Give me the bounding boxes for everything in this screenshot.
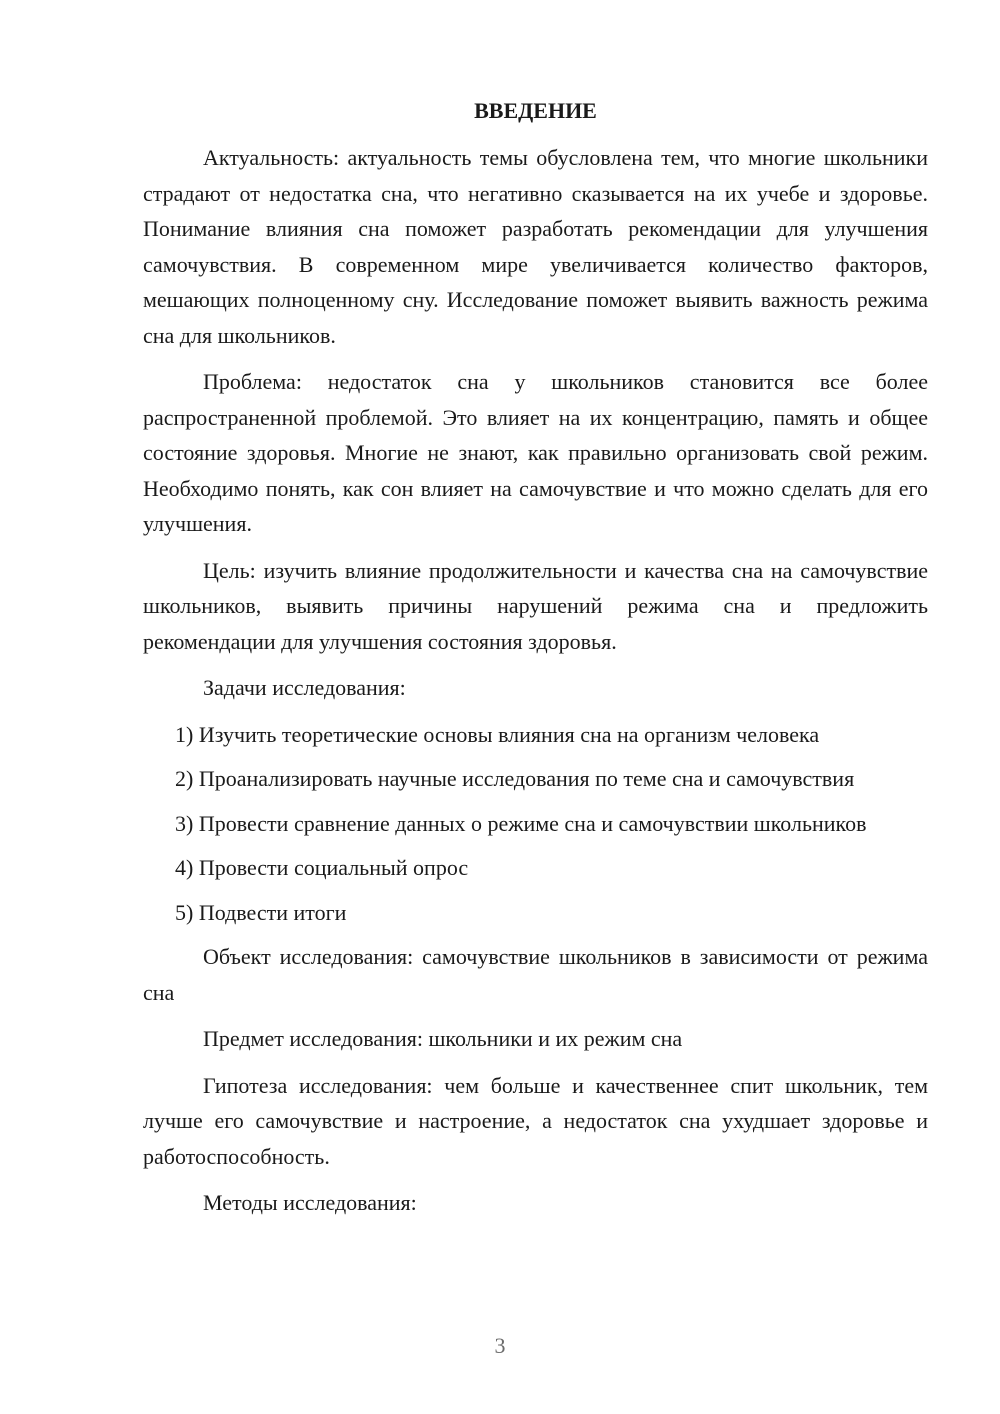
task-item: 1) Изучить теоретические основы влияния сна на организм человека — [175, 721, 820, 747]
paragraph-goal: Цель: изучить влияние продолжительности и качества сна на самочувствие школьников, выявить причины нарушений режима сна и предложить рекомендации для улучшения состояния здоровья. — [143, 557, 928, 654]
paragraph-problem: Проблема: недостаток сна у школьников становится все более распространенной проблемой. Это влияет на их концентрацию, память и общее состояние здоровья. Многие не знают, как правильно организовать свой режим. Необходимо понять, как сон влияет на самочувствие и что можно сделать для его улучшения. — [143, 369, 928, 536]
paragraph-hypothesis: Гипотеза исследования: чем больше и качественнее спит школьник, тем лучше его самочувствие и настроение, а недостаток сна ухудшает здоровье и работоспособность. — [143, 1072, 928, 1169]
section-title: ВВЕДЕНИЕ — [474, 98, 597, 123]
paragraph-tasks-heading: Задачи исследования: — [203, 675, 406, 700]
task-item: 2) Проанализировать научные исследования по теме сна и самочувствия — [175, 766, 855, 791]
paragraph-relevance: Актуальность: актуальность темы обусловлена тем, что многие школьники страдают от недостатка сна, что негативно сказывается на их учебе и здоровье. Понимание влияния сна поможет разработать рекомендации для улучшения самочувствия. В современном мире увеличивается количество факторов, мешающих полноценному сну. Исследование поможет выявить важность режима сна для школьников. — [143, 145, 928, 348]
page-number: 3 — [494, 1333, 506, 1358]
paragraph-methods: Методы исследования: — [203, 1190, 417, 1215]
task-item: 3) Провести сравнение данных о режиме сна и самочувствии школьников — [175, 810, 867, 836]
paragraph-object: Объект исследования: самочувствие школьников в зависимости от режима сна — [143, 944, 928, 1005]
task-item: 4) Провести социальный опрос — [175, 855, 469, 880]
page-content — [143, 95, 928, 1232]
task-item: 5) Подвести итоги — [175, 899, 347, 925]
paragraph-subject: Предмет исследования: школьники и их режим сна — [203, 1026, 683, 1051]
